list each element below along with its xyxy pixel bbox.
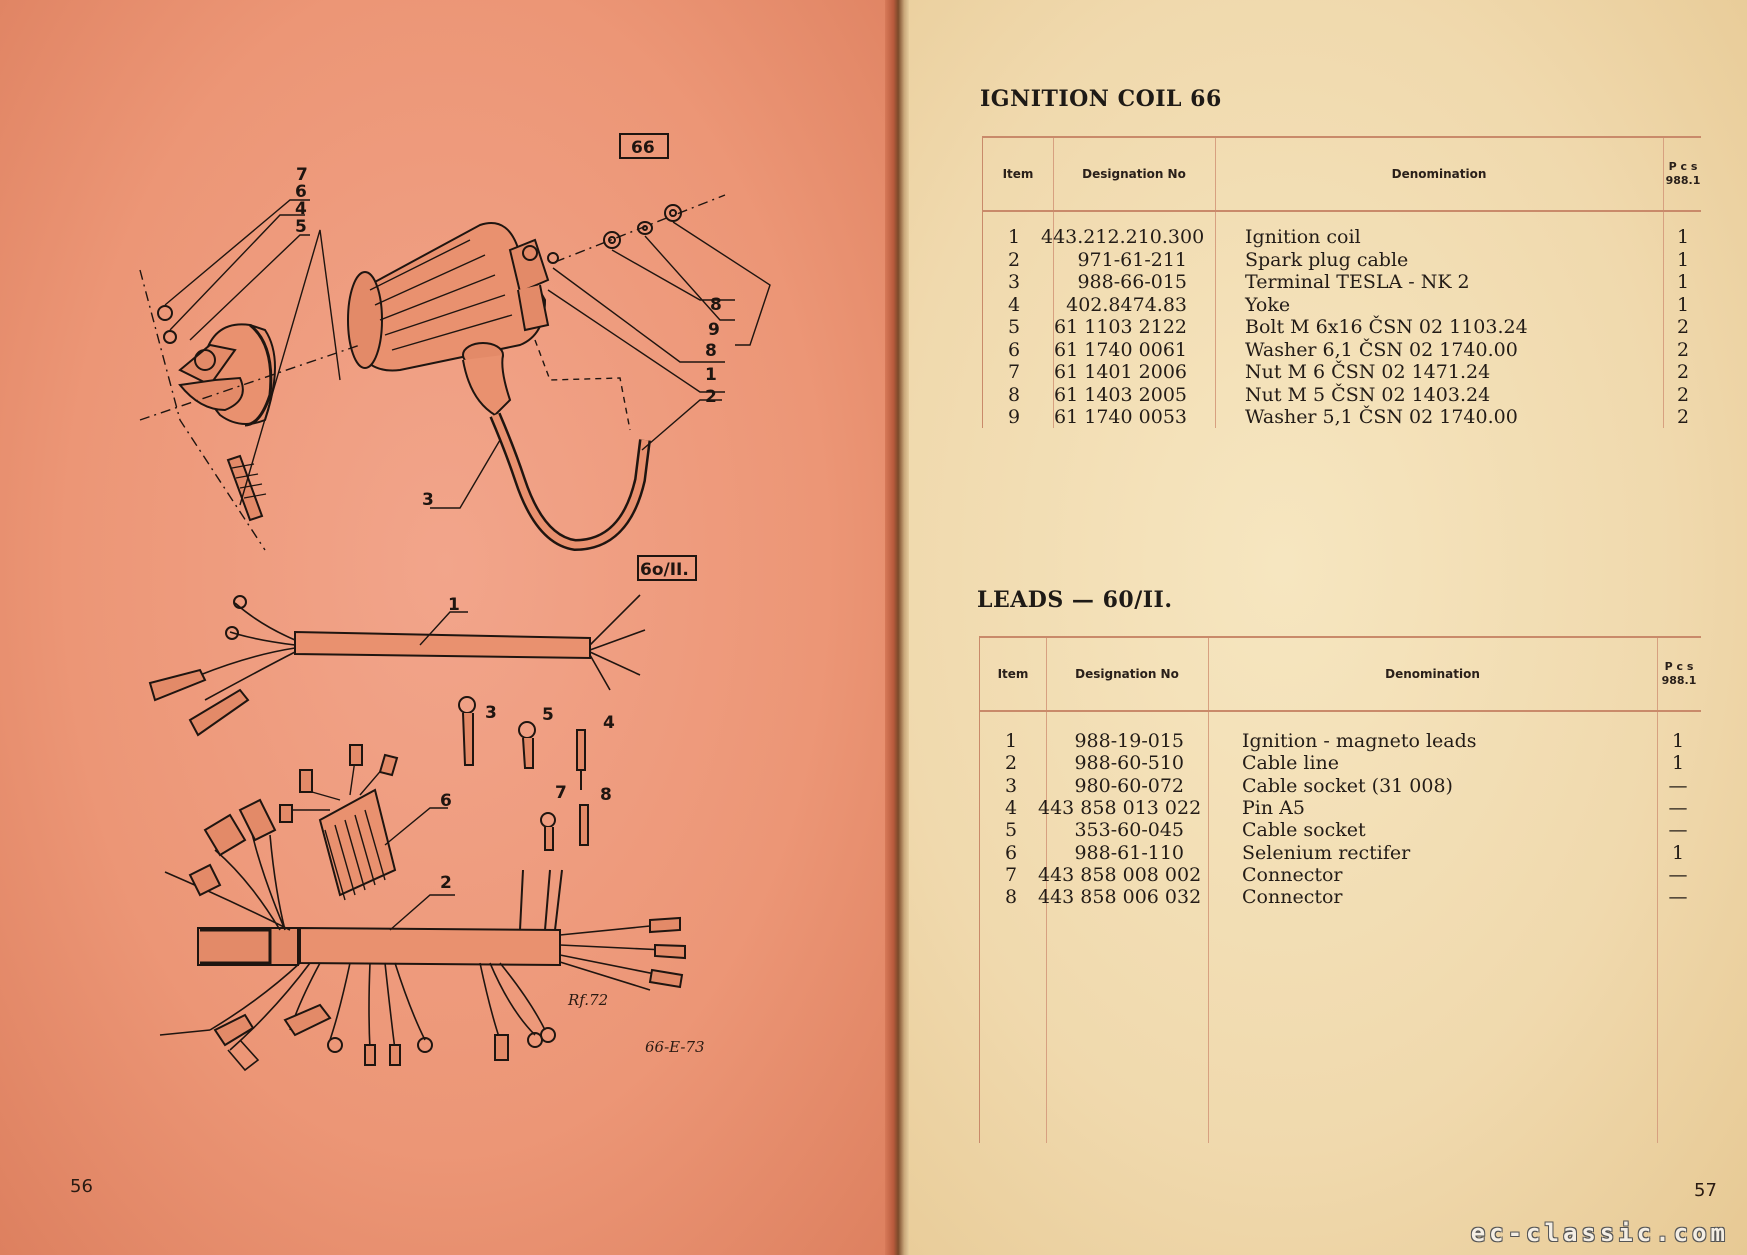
table-row xyxy=(980,775,1701,797)
denomination-cell: Cable socket (31 008) xyxy=(1242,774,1453,797)
denomination-cell: Pin A5 xyxy=(1242,796,1305,819)
header-pcs xyxy=(1663,138,1703,210)
item-cell: 6 xyxy=(1004,841,1018,864)
item-cell: 3 xyxy=(1007,271,1021,293)
cable-line-drawing xyxy=(160,800,685,1070)
pcs-cell: 1 xyxy=(1676,226,1690,248)
svg-text:1: 1 xyxy=(448,595,460,615)
svg-text:7: 7 xyxy=(296,165,308,185)
denomination-cell: Cable line xyxy=(1242,752,1340,775)
yoke-drawing xyxy=(180,324,275,425)
svg-text:9: 9 xyxy=(708,320,720,340)
pcs-cell: — xyxy=(1668,863,1688,886)
header-denomination: Denomination xyxy=(1385,667,1480,681)
table-row xyxy=(983,249,1701,271)
magneto-leads-drawing xyxy=(150,595,645,735)
pcs-cell: 1 xyxy=(1676,248,1690,271)
item-cell: 6 xyxy=(1007,338,1021,361)
designation-cell: 61 1103 2122 xyxy=(1054,316,1187,338)
item-cell: 8 xyxy=(1004,886,1018,909)
denomination-cell: Ignition - magneto leads xyxy=(1242,730,1477,752)
svg-text:6: 6 xyxy=(440,791,452,811)
svg-text:5: 5 xyxy=(542,705,554,725)
pcs-cell: — xyxy=(1668,774,1688,797)
leads-title: LEADS — 60/II. xyxy=(977,587,1173,613)
item-cell: 5 xyxy=(1004,819,1018,842)
table-row xyxy=(983,226,1701,248)
watermark: ec-classic.com xyxy=(1470,1219,1729,1247)
item-cell: 2 xyxy=(1004,752,1018,775)
svg-text:3: 3 xyxy=(422,490,434,510)
svg-text:6o/II.: 6o/II. xyxy=(640,560,689,580)
table-row xyxy=(983,339,1701,361)
pcs-cell: 2 xyxy=(1676,316,1690,338)
table-row xyxy=(980,730,1701,752)
pcs-cell: 2 xyxy=(1676,406,1690,428)
designation-cell: 988-60-510 xyxy=(1074,752,1184,775)
designation-cell: 988-61-110 xyxy=(1074,841,1184,864)
pcs-cell: 1 xyxy=(1671,752,1685,775)
item-cell: 1 xyxy=(1007,226,1021,248)
header-pcs xyxy=(1657,638,1701,710)
svg-text:2: 2 xyxy=(440,873,452,893)
designation-cell: 988-19-015 xyxy=(1074,730,1184,752)
pcs-cell: 2 xyxy=(1676,383,1690,406)
designation-cell: 980-60-072 xyxy=(1074,774,1184,797)
pcs-cell: 2 xyxy=(1676,338,1690,361)
svg-text:8: 8 xyxy=(710,295,722,315)
designation-cell: 61 1740 0061 xyxy=(1054,338,1187,361)
svg-text:3: 3 xyxy=(485,703,497,723)
item-cell: 7 xyxy=(1004,863,1018,886)
designation-cell: 61 1740 0053 xyxy=(1054,406,1187,428)
header-pcs-model: 988.1 xyxy=(1661,674,1697,687)
denomination-cell: Bolt M 6x16 ČSN 02 1103.24 xyxy=(1245,316,1528,338)
header-denomination: Denomination xyxy=(1391,167,1487,181)
designation-cell: 971-61-211 xyxy=(1077,248,1187,271)
denomination-cell: Washer 5,1 ČSN 02 1740.00 xyxy=(1245,406,1518,428)
page-number-left: 56 xyxy=(70,1176,93,1197)
pcs-cell: 1 xyxy=(1671,841,1685,864)
table-row xyxy=(980,752,1701,774)
table-row xyxy=(980,864,1701,886)
selenium-rectifier-drawing xyxy=(280,745,448,900)
header-pcs-top: P c s xyxy=(1668,160,1698,173)
header-pcs-model: 988.1 xyxy=(1665,174,1701,187)
svg-text:4: 4 xyxy=(603,713,615,733)
pcs-cell: 1 xyxy=(1671,730,1685,752)
denomination-cell: Connector xyxy=(1242,886,1343,909)
item-cell: 4 xyxy=(1004,796,1018,819)
svg-text:2: 2 xyxy=(705,387,717,407)
designation-cell: 988-66-015 xyxy=(1077,271,1187,293)
table-row xyxy=(980,797,1701,819)
designation-cell: 443 858 008 002 xyxy=(1038,863,1202,886)
header-designation: Designation No xyxy=(1082,167,1186,181)
table-row xyxy=(983,294,1701,316)
pcs-cell: 1 xyxy=(1676,271,1690,293)
svg-text:7: 7 xyxy=(555,783,567,803)
designation-cell: 402.8474.83 xyxy=(1066,293,1187,316)
table-header xyxy=(983,138,1701,212)
item-cell: 8 xyxy=(1007,383,1021,406)
svg-text:1: 1 xyxy=(705,365,717,385)
pcs-cell: — xyxy=(1668,886,1688,909)
svg-text:66: 66 xyxy=(631,138,655,158)
pcs-cell: 1 xyxy=(1676,293,1690,316)
item-cell: 5 xyxy=(1007,316,1021,338)
table-row xyxy=(980,886,1701,908)
denomination-cell: Terminal TESLA - NK 2 xyxy=(1245,271,1470,293)
leads-table xyxy=(979,636,1701,1143)
table-row xyxy=(983,271,1701,293)
table-header xyxy=(980,638,1701,712)
designation-cell: 61 1403 2005 xyxy=(1054,383,1187,406)
ignition-coil-drawing xyxy=(348,223,558,371)
ignition-coil-title: IGNITION COIL 66 xyxy=(980,86,1222,112)
designation-cell: 353-60-045 xyxy=(1074,819,1184,842)
item-cell: 7 xyxy=(1007,361,1021,383)
denomination-cell: Selenium rectifer xyxy=(1242,841,1411,864)
item-cell: 2 xyxy=(1007,248,1021,271)
designation-cell: 443.212.210.300 xyxy=(1041,226,1205,248)
item-cell: 1 xyxy=(1004,730,1018,752)
denomination-cell: Spark plug cable xyxy=(1245,248,1409,271)
pcs-cell: — xyxy=(1668,796,1688,819)
table-row xyxy=(983,384,1701,406)
table-row xyxy=(983,361,1701,383)
designation-cell: 443 858 013 022 xyxy=(1038,796,1202,819)
svg-text:4: 4 xyxy=(295,199,307,219)
page-number-right: 57 xyxy=(1694,1180,1717,1201)
table-row xyxy=(983,406,1701,428)
designation-cell: 61 1401 2006 xyxy=(1054,361,1187,383)
svg-text:8: 8 xyxy=(705,341,717,361)
designation-cell: 443 858 006 032 xyxy=(1038,886,1202,909)
table-row xyxy=(980,819,1701,841)
svg-text:5: 5 xyxy=(295,217,307,237)
header-item: Item xyxy=(1002,167,1034,181)
spark-plug-cable-drawing xyxy=(463,340,645,545)
item-cell: 9 xyxy=(1007,406,1021,428)
svg-text:8: 8 xyxy=(600,785,612,805)
denomination-cell: Connector xyxy=(1242,863,1343,886)
item-cell: 4 xyxy=(1007,293,1021,316)
svg-text:Rf.72: Rf.72 xyxy=(568,991,609,1009)
denomination-cell: Yoke xyxy=(1245,293,1291,316)
table-row xyxy=(983,316,1701,338)
header-pcs-top: P c s xyxy=(1664,660,1694,673)
header-designation: Designation No xyxy=(1075,667,1179,681)
denomination-cell: Ignition coil xyxy=(1245,226,1361,248)
denomination-cell: Washer 6,1 ČSN 02 1740.00 xyxy=(1245,338,1518,361)
table-row xyxy=(980,842,1701,864)
svg-text:6: 6 xyxy=(295,182,307,202)
pcs-cell: 2 xyxy=(1676,361,1690,383)
header-item: Item xyxy=(997,667,1029,681)
denomination-cell: Cable socket xyxy=(1242,819,1366,842)
ignition-coil-table xyxy=(982,136,1701,428)
svg-text:66-E-73: 66-E-73 xyxy=(645,1038,705,1056)
pcs-cell: — xyxy=(1668,819,1688,842)
denomination-cell: Nut M 5 ČSN 02 1403.24 xyxy=(1245,383,1491,406)
item-cell: 3 xyxy=(1004,774,1018,797)
denomination-cell: Nut M 6 ČSN 02 1471.24 xyxy=(1245,361,1491,383)
